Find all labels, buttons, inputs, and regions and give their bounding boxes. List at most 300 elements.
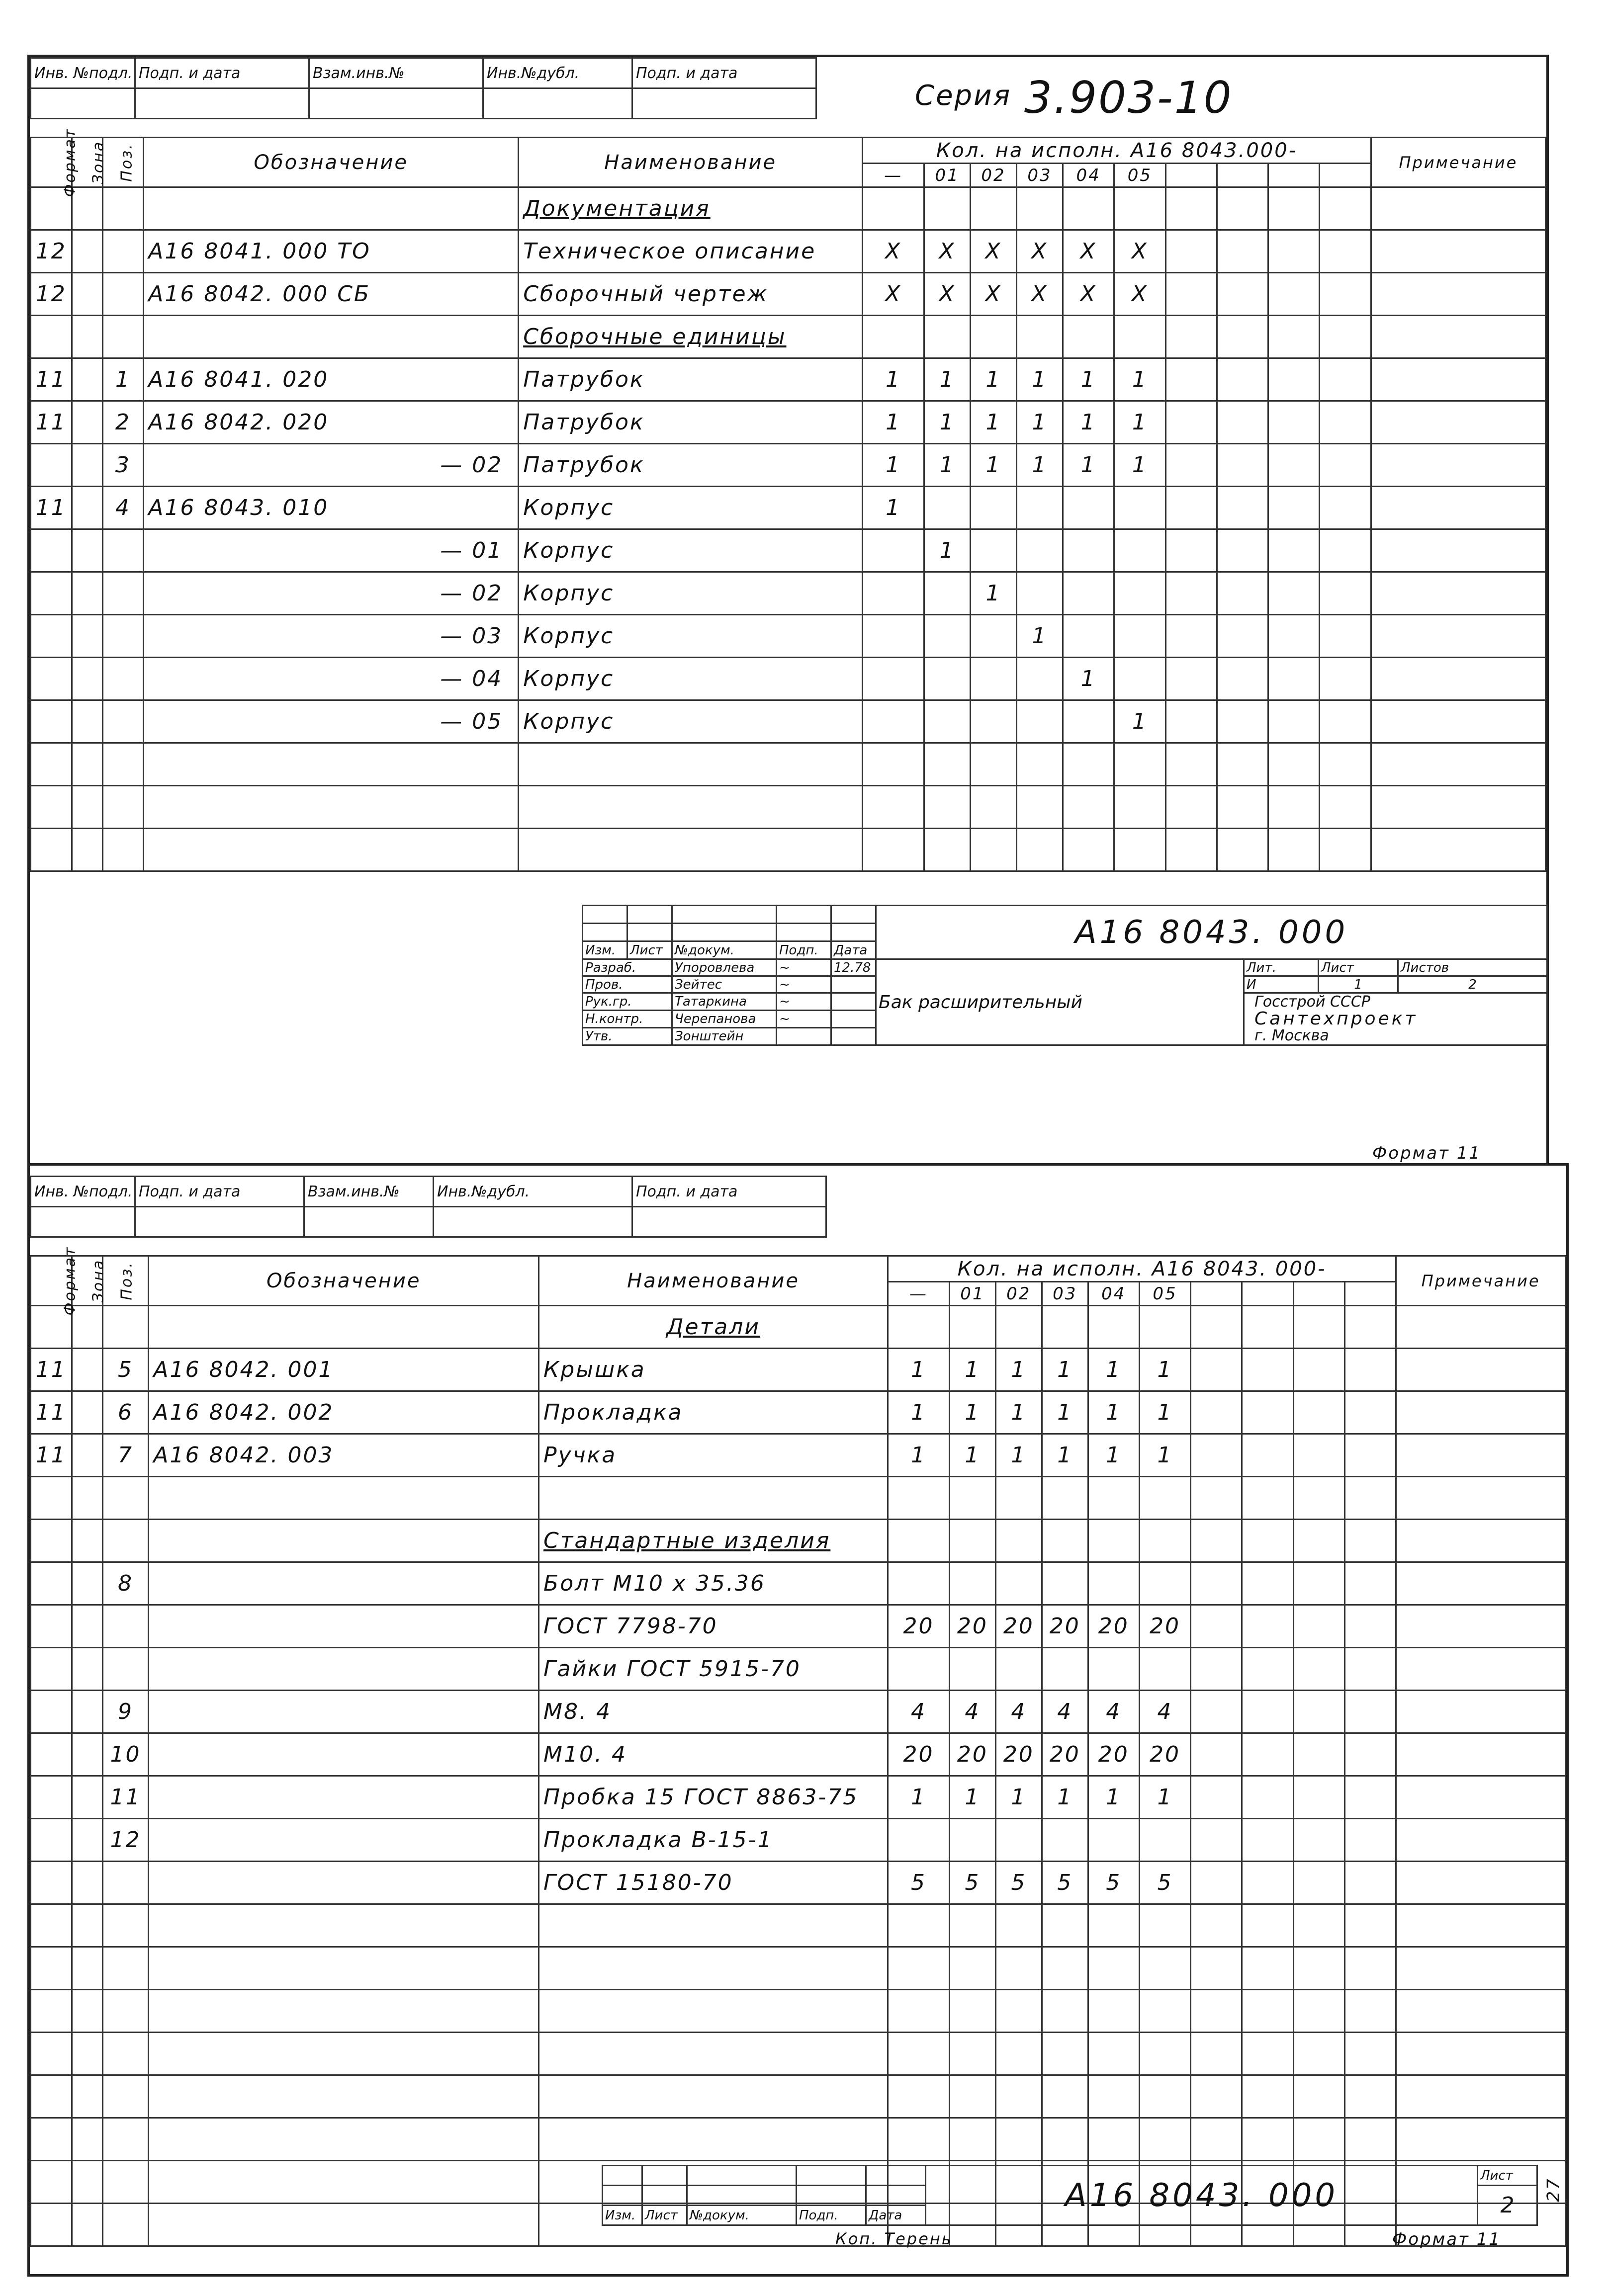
cell-zone [72, 273, 102, 316]
cell-qty-empty [1344, 1391, 1396, 1434]
cell-qty: 1 [1017, 401, 1063, 444]
cell-qty: X [1017, 273, 1063, 316]
cell-qty [924, 487, 971, 529]
sheets-label: Листов [1398, 959, 1547, 976]
cell-pos [102, 829, 144, 871]
cell-qty-empty [1165, 316, 1217, 358]
cell-qty [971, 743, 1017, 786]
cell-qty-empty [1217, 401, 1268, 444]
signature-1: ~ [777, 959, 831, 976]
table-row [31, 2118, 1566, 2161]
cell-pos [102, 2118, 149, 2161]
cell-qty: 1 [888, 1391, 950, 1434]
cell-format: 12 [31, 273, 72, 316]
cell-format: 11 [31, 1391, 72, 1434]
cell-note [1371, 658, 1545, 700]
cell-designation: А16 8041. 020 [144, 358, 519, 401]
cell-format [31, 2161, 72, 2204]
cell-qty [1042, 2033, 1088, 2075]
variant-header-empty [1165, 164, 1217, 187]
cell-qty: 1 [863, 401, 924, 444]
cell-qty-empty [1191, 1776, 1242, 1819]
cell-qty-empty [1268, 700, 1320, 743]
cell-qty [971, 187, 1017, 230]
cell-qty [888, 1306, 950, 1349]
cell-qty-empty [1293, 1776, 1344, 1819]
cell-qty [1088, 1990, 1139, 2033]
cell-name [539, 2075, 888, 2118]
table-row [31, 1391, 1566, 1434]
cell-qty-empty [1165, 572, 1217, 615]
product-name: Бак расширительный [876, 959, 1244, 1045]
cell-note [1371, 444, 1545, 487]
cell-qty [1114, 743, 1165, 786]
cell-format [31, 1477, 72, 1520]
cell-qty [1114, 786, 1165, 829]
cell-designation [149, 1904, 539, 1947]
cell-qty: 1 [1139, 1776, 1190, 1819]
cell-qty [1088, 1306, 1139, 1349]
cell-qty [863, 829, 924, 871]
cell-qty [1114, 529, 1165, 572]
cell-qty [1017, 786, 1063, 829]
cell-format [31, 444, 72, 487]
role-developer: Разраб. [583, 959, 672, 976]
cell-qty [1139, 1947, 1190, 1990]
cell-zone [72, 1947, 102, 1990]
cell-qty [1063, 786, 1114, 829]
cell-qty: 1 [971, 444, 1017, 487]
sheet-label: Лист [1319, 959, 1398, 976]
cell-qty-empty [1320, 273, 1371, 316]
format-label-2: Формат 11 [1392, 2229, 1502, 2249]
cell-qty: 20 [1139, 1733, 1190, 1776]
table-row [31, 1990, 1566, 2033]
cell-qty [924, 786, 971, 829]
cell-qty-empty [1320, 743, 1371, 786]
cell-qty [971, 700, 1017, 743]
table-row [31, 572, 1546, 615]
cell-name: Сборочный чертеж [519, 273, 863, 316]
cell-note [1396, 1306, 1566, 1349]
cell-qty-empty [1217, 444, 1268, 487]
cell-note [1371, 316, 1545, 358]
table-row [31, 1648, 1566, 1691]
cell-qty: X [1017, 230, 1063, 273]
cell-name: Крышка [539, 1349, 888, 1391]
cell-qty [1139, 1520, 1190, 1562]
tb2-ndoc: №докум. [687, 2206, 797, 2225]
cell-qty-empty [1242, 1391, 1293, 1434]
cell-qty-empty [1217, 273, 1268, 316]
cell-zone [72, 1562, 102, 1605]
cell-qty [971, 615, 1017, 658]
cell-qty [971, 658, 1017, 700]
cell-qty-empty [1344, 1562, 1396, 1605]
cell-zone [72, 1819, 102, 1862]
cell-qty-empty [1191, 1990, 1242, 2033]
cell-qty-empty [1293, 1648, 1344, 1691]
cell-qty [1063, 615, 1114, 658]
cell-qty [888, 2033, 950, 2075]
cell-pos: 3 [102, 444, 144, 487]
cell-note [1396, 1862, 1566, 1904]
cell-designation [149, 2161, 539, 2204]
table-row [31, 444, 1546, 487]
cell-qty [1114, 487, 1165, 529]
cell-qty-empty [1320, 401, 1371, 444]
table-row [31, 1520, 1566, 1562]
cell-qty: 1 [1114, 700, 1165, 743]
cell-qty [971, 487, 1017, 529]
cell-format [31, 700, 72, 743]
cell-qty [1063, 487, 1114, 529]
cell-qty: 20 [888, 1733, 950, 1776]
cell-qty: 1 [995, 1391, 1042, 1434]
cell-note [1396, 1605, 1566, 1648]
cell-qty [863, 316, 924, 358]
name-checker: Зейтес [672, 976, 777, 993]
cell-designation: А16 8042. 003 [149, 1434, 539, 1477]
role-approved: Утв. [583, 1028, 672, 1045]
cell-qty-empty [1191, 1477, 1242, 1520]
cell-qty-empty [1191, 1648, 1242, 1691]
variant-header-empty [1242, 1282, 1293, 1306]
table-row [31, 1605, 1566, 1648]
cell-format [31, 316, 72, 358]
cell-qty [1063, 187, 1114, 230]
cell-qty-empty [1320, 230, 1371, 273]
cell-qty: X [1063, 230, 1114, 273]
table-row [31, 658, 1546, 700]
cell-qty: 1 [1114, 444, 1165, 487]
cell-qty-empty [1320, 444, 1371, 487]
cell-qty-empty [1191, 1605, 1242, 1648]
cell-format: 11 [31, 401, 72, 444]
cell-qty: 1 [1042, 1776, 1088, 1819]
cell-qty [1063, 700, 1114, 743]
cell-qty: 1 [995, 1349, 1042, 1391]
cell-qty [1017, 572, 1063, 615]
variant-header: 04 [1088, 1282, 1139, 1306]
cell-qty-empty [1344, 1691, 1396, 1733]
cell-format [31, 572, 72, 615]
cell-qty-empty [1217, 615, 1268, 658]
cell-qty-empty [1293, 1733, 1344, 1776]
cell-qty: 1 [1017, 615, 1063, 658]
cell-format [31, 1947, 72, 1990]
col-pos: Поз. [102, 138, 144, 187]
cell-qty-empty [1242, 1477, 1293, 1520]
cell-pos [102, 700, 144, 743]
variant-header: 01 [949, 1282, 995, 1306]
grid-inv-orig: Инв. №подл. [31, 58, 135, 88]
cell-designation: А16 8041. 000 ТО [144, 230, 519, 273]
cell-qty [1042, 1947, 1088, 1990]
cell-qty [863, 658, 924, 700]
cell-qty [995, 1990, 1042, 2033]
cell-qty-empty [1344, 1990, 1396, 2033]
sheet-value: 1 [1319, 976, 1398, 993]
variant-header-empty [1191, 1282, 1242, 1306]
cell-qty-empty [1344, 1477, 1396, 1520]
cell-format [31, 2118, 72, 2161]
title-block-2 [602, 2165, 1538, 2226]
series-label: Серия [915, 80, 1012, 112]
signature-4: ~ [777, 1011, 831, 1028]
cell-name: Прокладка [539, 1391, 888, 1434]
cell-format [31, 1691, 72, 1733]
cell-qty [949, 2075, 995, 2118]
cell-designation: — 02 [144, 572, 519, 615]
cell-pos [102, 187, 144, 230]
cell-qty-empty [1165, 743, 1217, 786]
cell-qty [924, 615, 971, 658]
table-row [31, 1349, 1566, 1391]
cell-qty [995, 1904, 1042, 1947]
cell-note [1371, 273, 1545, 316]
cell-qty: 1 [863, 444, 924, 487]
cell-qty [971, 829, 1017, 871]
cell-qty: X [971, 230, 1017, 273]
cell-qty-empty [1293, 1562, 1344, 1605]
cell-designation [144, 187, 519, 230]
variant-header: 03 [1042, 1282, 1088, 1306]
cell-qty-empty [1217, 743, 1268, 786]
cell-designation: — 04 [144, 658, 519, 700]
cell-note [1396, 2118, 1566, 2161]
cell-qty-empty [1242, 1904, 1293, 1947]
cell-qty [1042, 2118, 1088, 2161]
cell-qty [888, 1947, 950, 1990]
table-row [31, 529, 1546, 572]
cell-qty [1139, 2033, 1190, 2075]
col2-note: Примечание [1396, 1256, 1566, 1306]
cell-qty: 20 [995, 1733, 1042, 1776]
cell-qty [1114, 829, 1165, 871]
cell-format [31, 786, 72, 829]
col2-pos: Поз. [102, 1256, 149, 1306]
cell-zone [72, 1648, 102, 1691]
col-name: Наименование [519, 138, 863, 187]
cell-qty: 1 [949, 1776, 995, 1819]
cell-pos: 6 [102, 1391, 149, 1434]
cell-qty: 20 [1139, 1605, 1190, 1648]
cell-qty-empty [1320, 187, 1371, 230]
cell-qty-empty [1165, 401, 1217, 444]
cell-qty: 4 [995, 1691, 1042, 1733]
cell-qty-empty [1344, 1349, 1396, 1391]
cell-qty-empty [1242, 1306, 1293, 1349]
cell-qty-empty [1344, 1434, 1396, 1477]
cell-qty: X [863, 273, 924, 316]
table-row [31, 1434, 1566, 1477]
variant-header: 04 [1063, 164, 1114, 187]
cell-name: Детали [539, 1306, 888, 1349]
cell-qty: 1 [971, 358, 1017, 401]
cell-qty [949, 2033, 995, 2075]
cell-zone [72, 2204, 102, 2246]
cell-name: Корпус [519, 529, 863, 572]
cell-qty-empty [1268, 273, 1320, 316]
grid-inv-dup: Инв.№дубл. [483, 58, 632, 88]
cell-qty [949, 1477, 995, 1520]
cell-pos [102, 786, 144, 829]
cell-qty-empty [1191, 2075, 1242, 2118]
archive-grid-1 [30, 57, 817, 119]
cell-qty [1139, 1477, 1190, 1520]
col-zone: Зона [72, 138, 102, 187]
signature-2: ~ [777, 976, 831, 993]
cell-qty: 1 [1139, 1349, 1190, 1391]
cell-zone [72, 615, 102, 658]
cell-qty [1042, 1520, 1088, 1562]
cell-pos: 5 [102, 1349, 149, 1391]
cell-format [31, 2033, 72, 2075]
cell-qty-empty [1217, 658, 1268, 700]
cell-designation [149, 1605, 539, 1648]
cell-qty [1042, 1904, 1088, 1947]
lit-value: И [1244, 976, 1319, 993]
cell-note [1396, 1562, 1566, 1605]
col2-name: Наименование [539, 1256, 888, 1306]
variant-header: 05 [1139, 1282, 1190, 1306]
tb2-sign: Подп. [797, 2206, 866, 2225]
cell-note [1371, 187, 1545, 230]
cell-qty [1042, 1477, 1088, 1520]
cell-qty-empty [1191, 1306, 1242, 1349]
cell-qty [949, 1306, 995, 1349]
cell-qty [949, 1947, 995, 1990]
cell-qty-empty [1293, 1306, 1344, 1349]
cell-zone [72, 1862, 102, 1904]
cell-name: Техническое описание [519, 230, 863, 273]
table-row [31, 1562, 1566, 1605]
cell-name: Патрубок [519, 444, 863, 487]
cell-pos [102, 1648, 149, 1691]
cell-note [1396, 1349, 1566, 1391]
cell-qty [1088, 1477, 1139, 1520]
cell-pos [102, 1605, 149, 1648]
cell-format [31, 1819, 72, 1862]
cell-note [1396, 1648, 1566, 1691]
table-row [31, 615, 1546, 658]
cell-qty [1088, 2033, 1139, 2075]
cell-qty [888, 1819, 950, 1862]
cell-qty-empty [1217, 358, 1268, 401]
cell-qty: 1 [924, 358, 971, 401]
cell-qty [863, 529, 924, 572]
cell-note [1371, 743, 1545, 786]
cell-qty-empty [1242, 1990, 1293, 2033]
cell-qty-empty [1320, 615, 1371, 658]
cell-qty-empty [1268, 230, 1320, 273]
title-block-1 [582, 905, 1548, 1046]
cell-pos [102, 2033, 149, 2075]
cell-qty [1088, 1648, 1139, 1691]
side-page-number: 27 [1543, 2177, 1564, 2202]
cell-designation [149, 1990, 539, 2033]
cell-zone [72, 658, 102, 700]
cell-pos [102, 2161, 149, 2204]
lit-label: Лит. [1244, 959, 1319, 976]
cell-zone [72, 2033, 102, 2075]
cell-qty-empty [1165, 529, 1217, 572]
cell-qty: 1 [949, 1391, 995, 1434]
cell-qty-empty [1242, 2075, 1293, 2118]
cell-pos: 10 [102, 1733, 149, 1776]
cell-qty: 1 [1139, 1434, 1190, 1477]
cell-name: Корпус [519, 572, 863, 615]
cell-format [31, 1733, 72, 1776]
cell-qty-empty [1191, 1391, 1242, 1434]
cell-qty-empty [1320, 316, 1371, 358]
variant-header: 01 [924, 164, 971, 187]
cell-qty [995, 1947, 1042, 1990]
cell-qty-empty [1344, 2118, 1396, 2161]
cell-qty [1114, 572, 1165, 615]
cell-qty [1042, 2075, 1088, 2118]
tb-ndoc: №докум. [672, 941, 777, 959]
cell-qty [1017, 316, 1063, 358]
cell-qty [863, 700, 924, 743]
cell-zone [72, 230, 102, 273]
cell-designation [149, 1562, 539, 1605]
cell-name: Патрубок [519, 358, 863, 401]
cell-qty [995, 2118, 1042, 2161]
sheet2-label: Лист [1478, 2166, 1537, 2186]
cell-pos [102, 1990, 149, 2033]
cell-note [1371, 401, 1545, 444]
cell-format [31, 2204, 72, 2246]
cell-qty-empty [1242, 1947, 1293, 1990]
cell-format [31, 1520, 72, 1562]
tb2-list: Лист [642, 2206, 687, 2225]
variant-header: 02 [995, 1282, 1042, 1306]
cell-qty [995, 1520, 1042, 1562]
cell-qty: 4 [949, 1691, 995, 1733]
org-line-2: Сантехпроект [1254, 1009, 1418, 1029]
copied-by: Коп. Терень [835, 2229, 953, 2248]
cell-designation [149, 2075, 539, 2118]
cell-qty [888, 1520, 950, 1562]
table-row [31, 401, 1546, 444]
cell-qty [971, 316, 1017, 358]
cell-note [1371, 615, 1545, 658]
tb2-izm: Изм. [603, 2206, 642, 2225]
table-row [31, 1862, 1566, 1904]
cell-qty [924, 658, 971, 700]
cell-qty: 1 [1088, 1434, 1139, 1477]
cell-qty-empty [1165, 658, 1217, 700]
cell-qty: 5 [1088, 1862, 1139, 1904]
cell-qty [863, 743, 924, 786]
cell-note [1396, 1947, 1566, 1990]
cell-qty-empty [1165, 829, 1217, 871]
cell-name [539, 2033, 888, 2075]
cell-qty-empty [1165, 187, 1217, 230]
cell-name [539, 1990, 888, 2033]
cell-note [1396, 2033, 1566, 2075]
cell-name [519, 829, 863, 871]
cell-format [31, 743, 72, 786]
cell-qty-empty [1293, 1819, 1344, 1862]
cell-name: Корпус [519, 700, 863, 743]
spec-sheet-2 [27, 1163, 1569, 2277]
cell-qty-empty [1344, 1904, 1396, 1947]
cell-qty-empty [1217, 187, 1268, 230]
cell-designation: А16 8042. 001 [149, 1349, 539, 1391]
